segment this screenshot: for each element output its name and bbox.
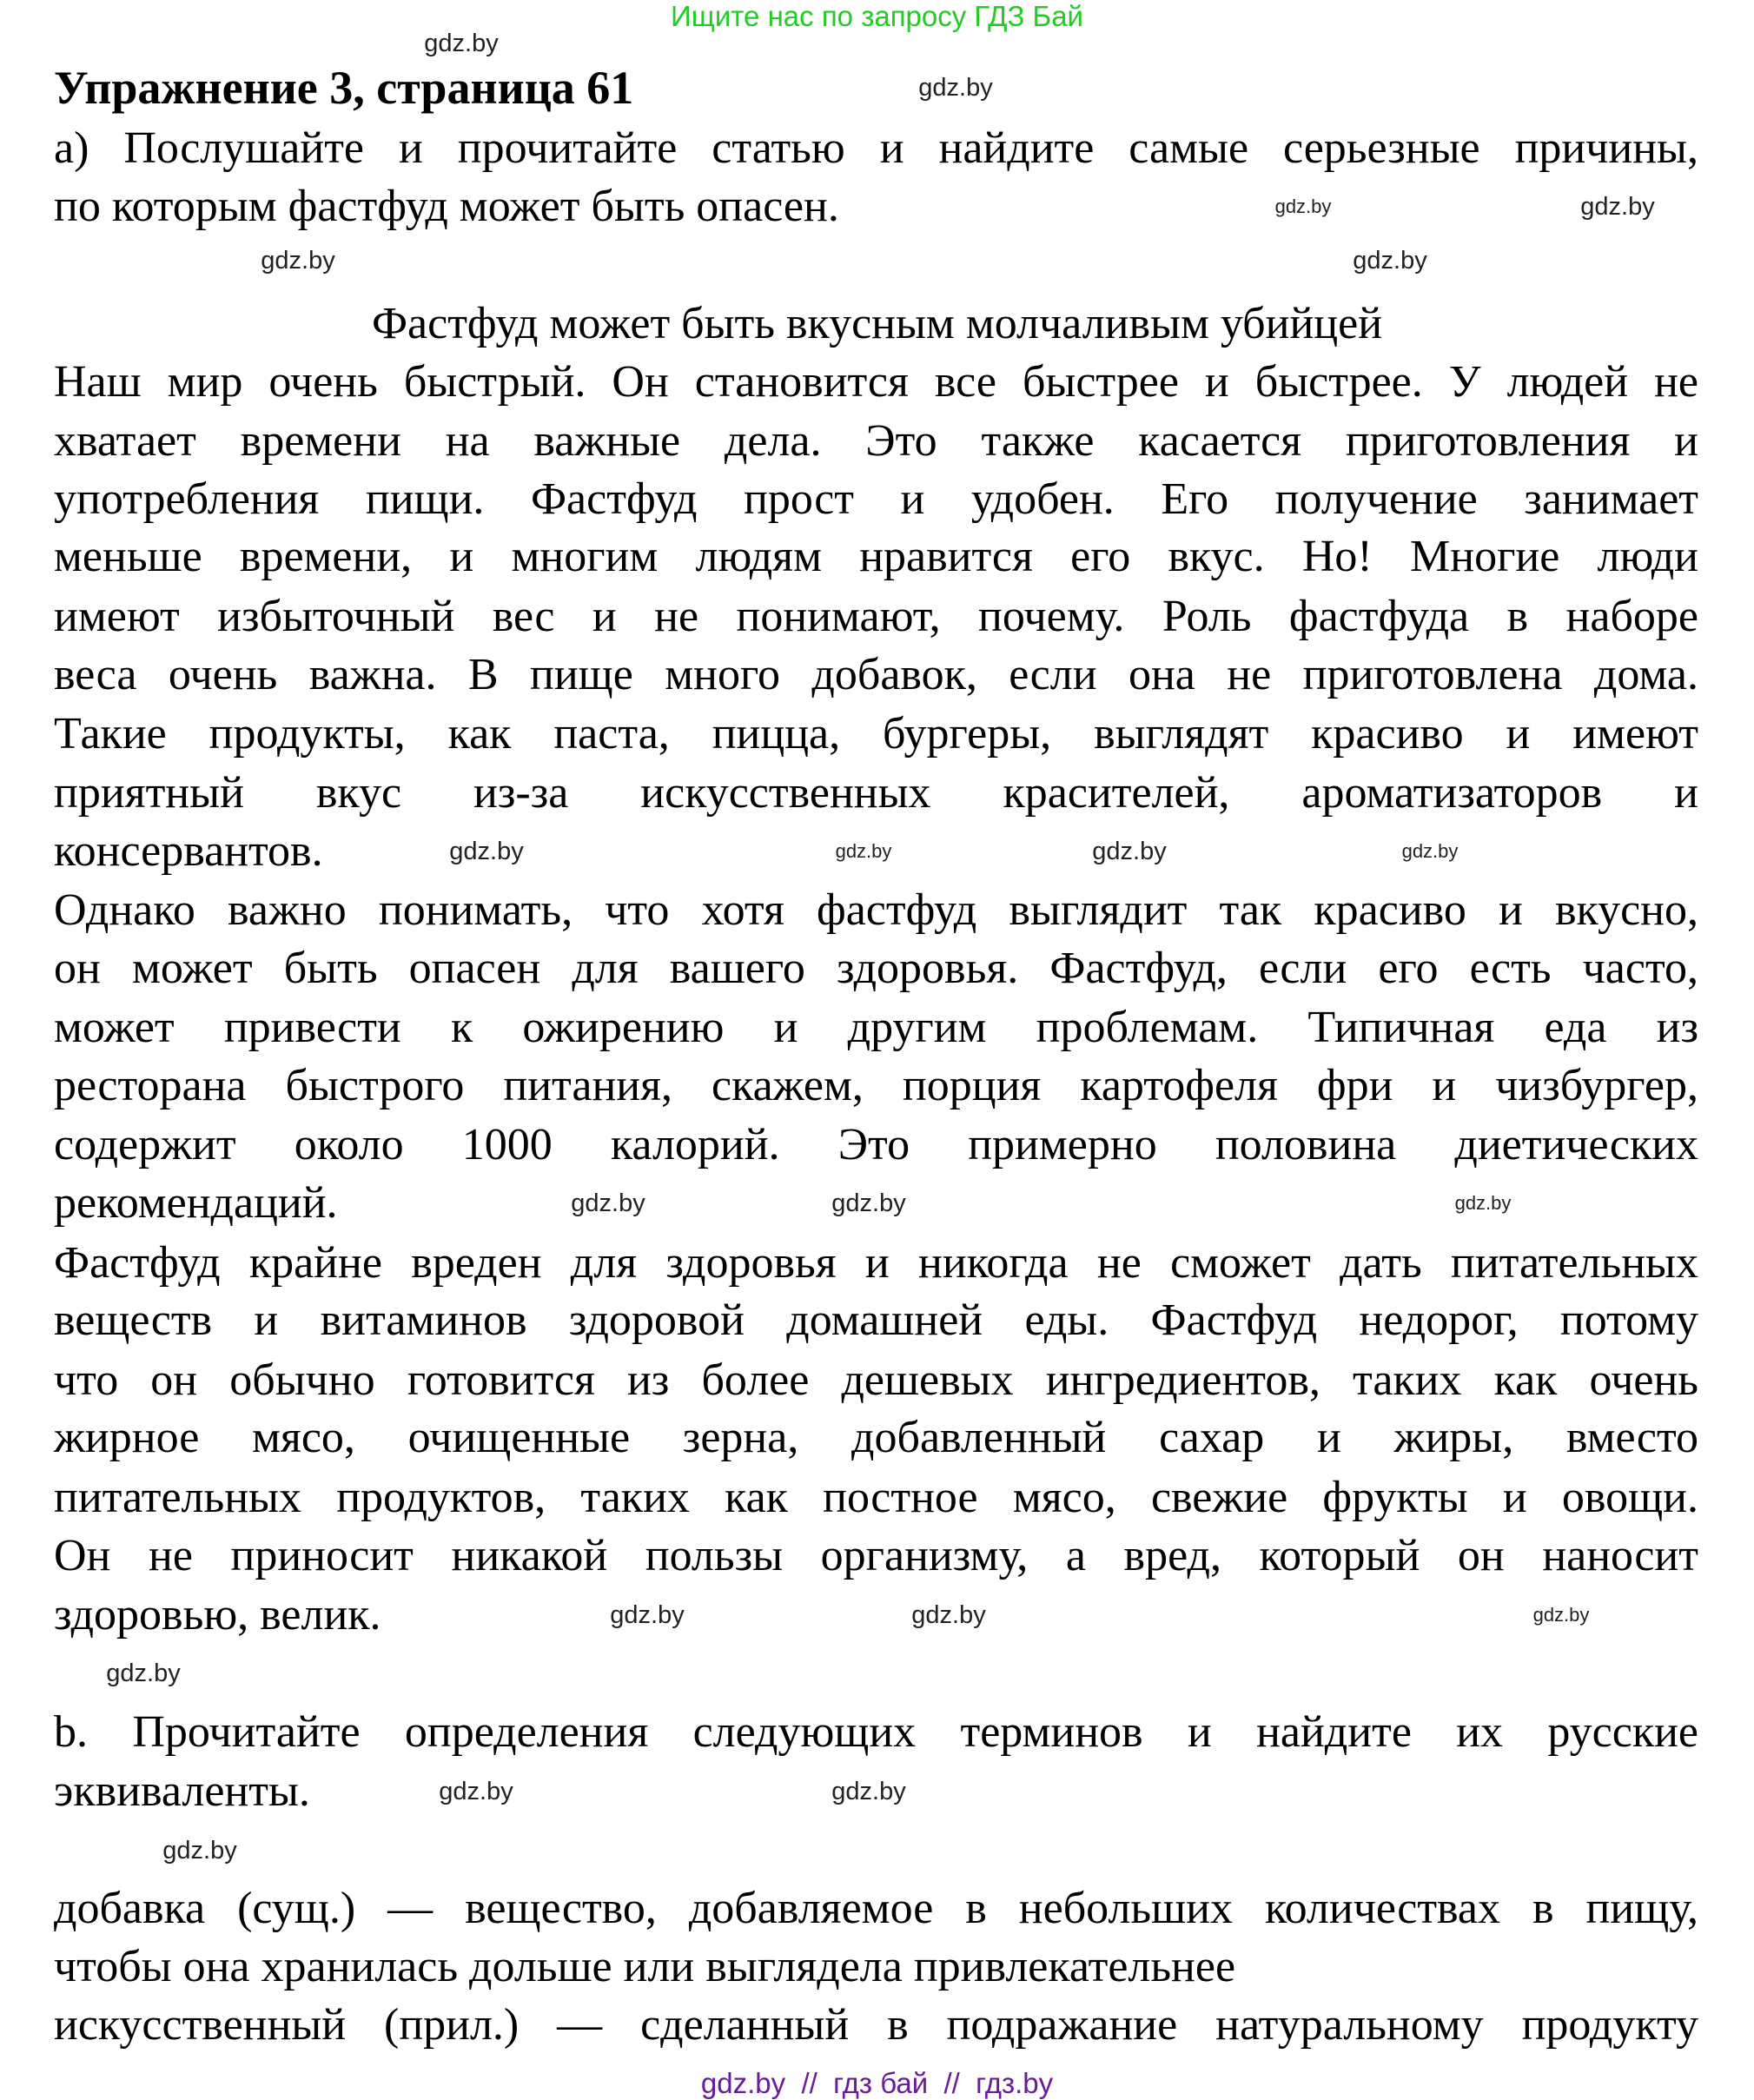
watermark: gdz.by bbox=[1532, 1604, 1590, 1626]
watermark: gdz.by bbox=[162, 1837, 237, 1865]
watermark: gdz.by bbox=[1274, 195, 1332, 217]
definition-line: чтобы она хранилась дольше или выглядела привлекательнее bbox=[54, 1942, 1236, 1991]
article-line: Наш мир очень быстрый. Он становится все быстрее и быстрее. У людей не bbox=[54, 357, 1698, 407]
article-line: употребления пищи. Фастфуд прост и удобен. Его получение занимает bbox=[54, 474, 1698, 524]
article-title: Фастфуд может быть вкусным молчаливым убийцей bbox=[371, 299, 1383, 348]
article-line: консервантов. bbox=[54, 826, 323, 876]
article-line: он может быть опасен для вашего здоровья. Фастфуд, если его есть часто, bbox=[54, 944, 1698, 993]
article-line: рекомендаций. bbox=[54, 1178, 338, 1228]
article-line: жирное мясо, очищенные зерна, добавленный сахар и жиры, вместо bbox=[54, 1413, 1698, 1462]
watermark: gdz.by bbox=[835, 840, 892, 862]
watermark: gdz.by bbox=[831, 1189, 906, 1217]
article-line: Однако важно понимать, что хотя фастфуд выглядит так красиво и вкусно, bbox=[54, 885, 1698, 935]
watermark: gdz.by bbox=[911, 1601, 986, 1629]
watermark: gdz.by bbox=[1580, 193, 1655, 221]
article-line: имеют избыточный вес и не понимают, почему. Роль фастфуда в наборе bbox=[54, 592, 1698, 641]
article-line: может привести к ожирению и другим проблемам. Типичная еда из bbox=[54, 1003, 1698, 1052]
watermark: gdz.by bbox=[831, 1778, 906, 1805]
article-line: Такие продукты, как паста, пицца, бургеры, выглядят красиво и имеют bbox=[54, 709, 1698, 759]
article-line: веществ и витаминов здоровой домашней еды. Фастфуд недорог, потому bbox=[54, 1295, 1698, 1345]
watermark: gdz.by bbox=[571, 1189, 645, 1217]
article-line: хватает времени на важные дела. Это также касается приготовления и bbox=[54, 416, 1698, 466]
task-a-line: по которым фастфуд может быть опасен. bbox=[54, 182, 839, 231]
article-line: что он обычно готовится из более дешевых ингредиентов, таких как очень bbox=[54, 1355, 1698, 1405]
article-line: веса очень важна. В пище много добавок, если она не приготовлена дома. bbox=[54, 650, 1698, 699]
task-b-line: b. Прочитайте определения следующих терминов и найдите их русские bbox=[54, 1707, 1698, 1757]
watermark: gdz.by bbox=[106, 1659, 181, 1687]
article-line: Он не приносит никакой пользы организму, а вред, который он наносит bbox=[54, 1531, 1698, 1580]
article-line: приятный вкус из-за искусственных красителей, ароматизаторов и bbox=[54, 768, 1698, 818]
watermark: gdz.by bbox=[424, 30, 499, 57]
search-banner[interactable]: Ищите нас по запросу ГДЗ Бай bbox=[671, 0, 1083, 32]
watermark: gdz.by bbox=[449, 838, 524, 865]
watermark: gdz.by bbox=[1401, 840, 1459, 862]
article-line: меньше времени, и многим людям нравится его вкус. Но! Многие люди bbox=[54, 532, 1698, 581]
watermark: gdz.by bbox=[1353, 247, 1427, 275]
article-line: содержит около 1000 калорий. Это примерно половина диетических bbox=[54, 1120, 1698, 1169]
article-line: ресторана быстрого питания, скажем, порция картофеля фри и чизбургер, bbox=[54, 1061, 1698, 1110]
task-a-line: а) Послушайте и прочитайте статью и найдите самые серьезные причины, bbox=[54, 123, 1698, 173]
footer-links[interactable]: gdz.by // гдз бай // гдз.by bbox=[700, 2067, 1054, 2099]
watermark: gdz.by bbox=[261, 247, 335, 275]
watermark: gdz.by bbox=[610, 1601, 685, 1629]
watermark: gdz.by bbox=[918, 74, 993, 102]
watermark: gdz.by bbox=[439, 1778, 513, 1805]
task-b-line: эквиваленты. bbox=[54, 1766, 310, 1816]
definition-line: добавка (сущ.) — вещество, добавляемое в небольших количествах в пищу, bbox=[54, 1884, 1698, 1933]
watermark: gdz.by bbox=[1092, 838, 1167, 865]
article-line: питательных продуктов, таких как постное мясо, свежие фрукты и овощи. bbox=[54, 1473, 1698, 1522]
page-title: Упражнение 3, страница 61 bbox=[54, 62, 634, 114]
definition-line: искусственный (прил.) — сделанный в подражание натуральному продукту bbox=[54, 2000, 1698, 2050]
article-line: Фастфуд крайне вреден для здоровья и никогда не сможет дать питательных bbox=[54, 1238, 1698, 1288]
watermark: gdz.by bbox=[1454, 1192, 1512, 1214]
article-line: здоровью, велик. bbox=[54, 1590, 381, 1640]
